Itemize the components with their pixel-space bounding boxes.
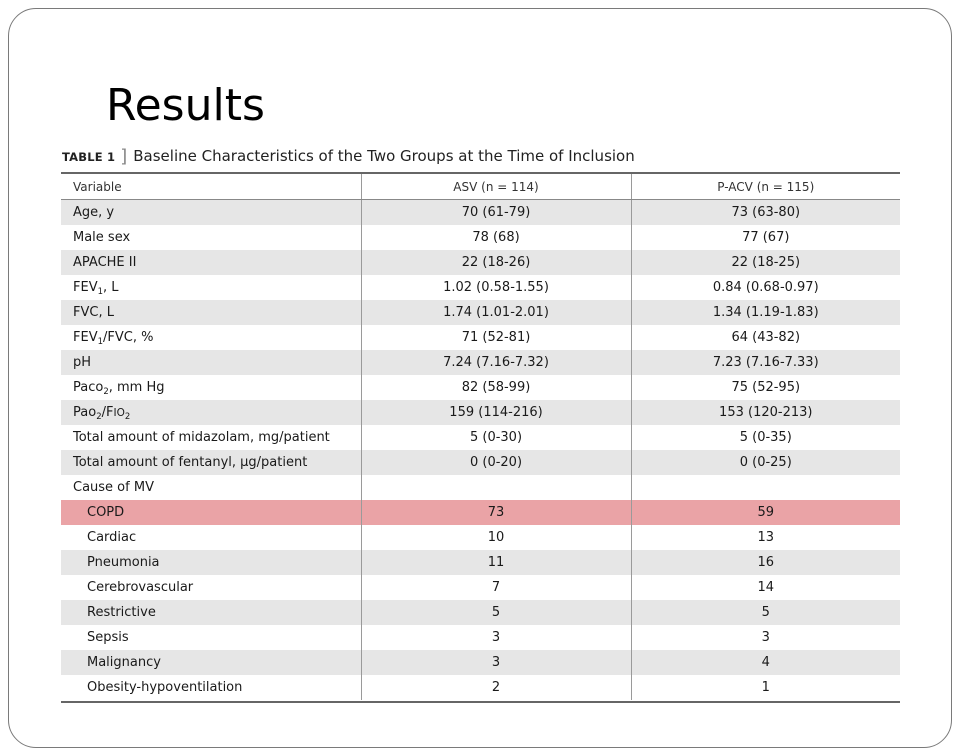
table-row xyxy=(61,275,900,300)
variable-label-tail: /F xyxy=(101,405,114,420)
cell-variable xyxy=(61,525,361,550)
cell-variable xyxy=(61,650,361,675)
cell-variable xyxy=(61,625,361,650)
table-row xyxy=(61,650,900,675)
table-row xyxy=(61,200,900,226)
cell-variable xyxy=(61,300,361,325)
cell-variable xyxy=(61,325,361,350)
cell-asv: 3 xyxy=(361,625,631,650)
variable-label: Pao xyxy=(73,405,97,420)
variable-label: Sepsis xyxy=(87,630,129,645)
cell-asv: 1.02 (0.58-1.55) xyxy=(361,275,631,300)
cell-asv xyxy=(361,475,631,500)
cell-pacv: 22 (18-25) xyxy=(631,250,900,275)
cell-asv: 71 (52-81) xyxy=(361,325,631,350)
table-row xyxy=(61,575,900,600)
variable-label: COPD xyxy=(87,505,125,520)
cell-asv: 7.24 (7.16-7.32) xyxy=(361,350,631,375)
cell-asv: 10 xyxy=(361,525,631,550)
cell-pacv: 1 xyxy=(631,675,900,700)
table-row xyxy=(61,325,900,350)
variable-label: Restrictive xyxy=(87,605,156,620)
table-row xyxy=(61,675,900,700)
table-row xyxy=(61,550,900,575)
cell-pacv: 16 xyxy=(631,550,900,575)
cell-variable xyxy=(61,350,361,375)
table-row xyxy=(61,500,900,525)
cell-asv: 5 (0-30) xyxy=(361,425,631,450)
variable-label: FEV xyxy=(73,330,98,345)
cell-variable xyxy=(61,475,361,500)
cell-pacv: 5 xyxy=(631,600,900,625)
table-row xyxy=(61,425,900,450)
cell-pacv: 64 (43-82) xyxy=(631,325,900,350)
variable-label-tail: , L xyxy=(103,280,119,295)
cell-variable xyxy=(61,200,361,226)
variable-label: Malignancy xyxy=(87,655,161,670)
cell-asv: 5 xyxy=(361,600,631,625)
baseline-characteristics-table xyxy=(61,172,900,700)
variable-label: Total amount of midazolam, mg/patient xyxy=(73,430,330,445)
variable-label: pH xyxy=(73,355,92,370)
cell-pacv: 77 (67) xyxy=(631,225,900,250)
cell-asv: 7 xyxy=(361,575,631,600)
cell-pacv: 14 xyxy=(631,575,900,600)
table-title: Baseline Characteristics of the Two Groups at the Time of Inclusion xyxy=(133,147,635,165)
cell-variable xyxy=(61,575,361,600)
variable-label: Cerebrovascular xyxy=(87,580,194,595)
table-row xyxy=(61,350,900,375)
cell-asv: 22 (18-26) xyxy=(361,250,631,275)
cell-pacv: 1.34 (1.19-1.83) xyxy=(631,300,900,325)
cell-pacv xyxy=(631,475,900,500)
table-row xyxy=(61,250,900,275)
cell-asv: 1.74 (1.01-2.01) xyxy=(361,300,631,325)
variable-label: Cause of MV xyxy=(73,480,154,495)
variable-label: APACHE II xyxy=(73,255,137,270)
variable-subscript: 2 xyxy=(124,412,131,422)
cell-variable xyxy=(61,450,361,475)
table-body xyxy=(61,200,900,701)
table-bottom-rule xyxy=(61,701,900,703)
variable-label: Total amount of fentanyl, μg/patient xyxy=(73,455,308,470)
cell-asv: 159 (114-216) xyxy=(361,400,631,425)
table-row xyxy=(61,225,900,250)
table-row xyxy=(61,450,900,475)
table-row xyxy=(61,600,900,625)
cell-pacv: 153 (120-213) xyxy=(631,400,900,425)
cell-pacv: 13 xyxy=(631,525,900,550)
variable-label: Paco xyxy=(73,380,104,395)
variable-label: Male sex xyxy=(73,230,131,245)
cell-variable xyxy=(61,600,361,625)
cell-pacv: 7.23 (7.16-7.33) xyxy=(631,350,900,375)
variable-label: Cardiac xyxy=(87,530,137,545)
variable-label: Pneumonia xyxy=(87,555,160,570)
cell-pacv: 0.84 (0.68-0.97) xyxy=(631,275,900,300)
variable-label: Obesity-hypoventilation xyxy=(87,680,243,695)
cell-variable xyxy=(61,275,361,300)
cell-asv: 2 xyxy=(361,675,631,700)
table-caption xyxy=(62,146,635,166)
cell-asv: 3 xyxy=(361,650,631,675)
cell-asv: 11 xyxy=(361,550,631,575)
table-row xyxy=(61,625,900,650)
table-row xyxy=(61,300,900,325)
cell-variable xyxy=(61,225,361,250)
variable-label: FEV xyxy=(73,280,98,295)
variable-label-tail: /FVC, % xyxy=(103,330,154,345)
baseline-table-container xyxy=(61,172,900,700)
cell-pacv: 0 (0-25) xyxy=(631,450,900,475)
table-label: TABLE 1 xyxy=(62,150,116,164)
variable-subscript: 1 xyxy=(97,287,104,297)
cell-variable xyxy=(61,550,361,575)
variable-label: Age, y xyxy=(73,205,115,220)
header-pacv: P-ACV (n = 115) xyxy=(631,173,900,200)
cell-pacv: 73 (63-80) xyxy=(631,200,900,226)
header-asv: ASV (n = 114) xyxy=(361,173,631,200)
cell-asv: 0 (0-20) xyxy=(361,450,631,475)
table-row xyxy=(61,525,900,550)
cell-asv: 70 (61-79) xyxy=(361,200,631,226)
cell-variable xyxy=(61,375,361,400)
variable-subscript: 2 xyxy=(96,412,102,422)
table-header-row xyxy=(61,173,900,200)
table-row xyxy=(61,475,900,500)
variable-label: FVC, L xyxy=(73,305,114,320)
cell-pacv: 4 xyxy=(631,650,900,675)
variable-label-tail: , mm Hg xyxy=(108,380,165,395)
caption-bracket: ] xyxy=(120,146,128,167)
cell-variable xyxy=(61,400,361,425)
variable-small-caps: IO xyxy=(113,407,125,419)
variable-subscript: 1 xyxy=(97,337,104,347)
slide-title: Results xyxy=(106,80,265,131)
cell-pacv: 3 xyxy=(631,625,900,650)
cell-pacv: 75 (52-95) xyxy=(631,375,900,400)
cell-asv: 73 xyxy=(361,500,631,525)
cell-pacv: 59 xyxy=(631,500,900,525)
cell-variable xyxy=(61,425,361,450)
variable-subscript: 2 xyxy=(103,387,109,397)
cell-variable xyxy=(61,250,361,275)
header-variable: Variable xyxy=(61,173,361,200)
table-row xyxy=(61,375,900,400)
cell-asv: 78 (68) xyxy=(361,225,631,250)
cell-pacv: 5 (0-35) xyxy=(631,425,900,450)
cell-variable xyxy=(61,500,361,525)
cell-asv: 82 (58-99) xyxy=(361,375,631,400)
table-row xyxy=(61,400,900,425)
cell-variable xyxy=(61,675,361,700)
